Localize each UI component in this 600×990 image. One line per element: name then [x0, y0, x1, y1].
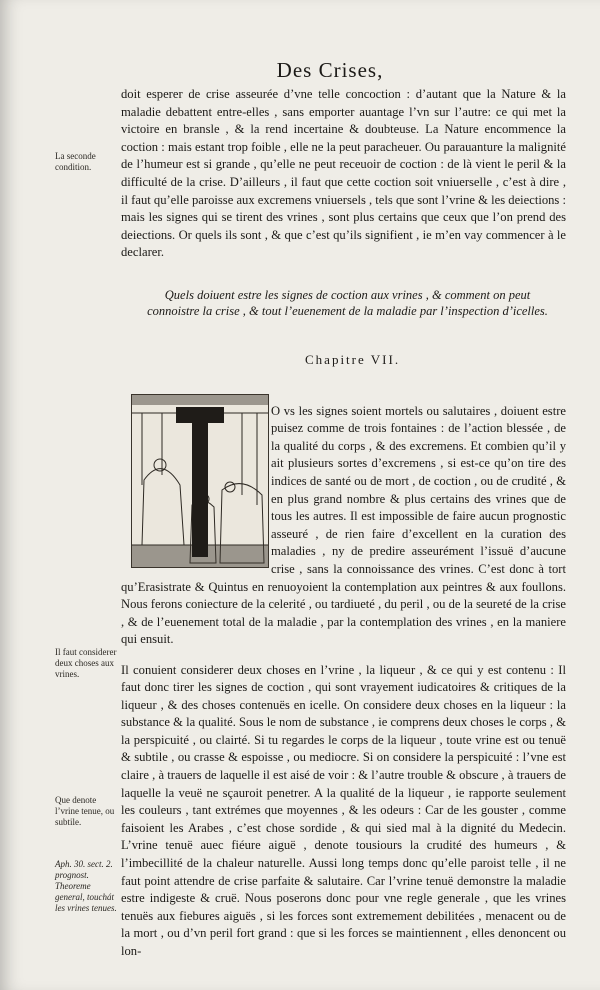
chapter-heading: Chapitre VII. — [305, 352, 401, 367]
margin-note-deux-choses: Il faut considerer deux choses aux vrines. — [55, 647, 117, 679]
chapter-paragraph-2: Il conuient considerer deux choses en l’vrine , la liqueur , & ce qui y est contenu : Il faut donc tirer les signes de coction , qui sont vrayement iudicatoires & critiques de la liqueur , & des choses contenuës en icelle. On considere deux choses en la liqueur : la substance & la qualité. Sous le nom de substance , ie comprens deux choses le corps , & la perspicuité , ou clairté. Si tu regardes le corps de la liqueur , toute vrine est ou tenuë & subtile , ou crasse & espoisse , ou mediocre. Si on considere la perspicuité : l’vne est claire , à trauers de laquelle il est aisé de voir : & l’autre trouble & obscure , à trauers de laquelle la veuë ne sçauroit penetrer. A la qualité de la liqueur , ie rapporte seulement les couleurs , tant extrémes que moyennes , & les odeurs : Car de les gouster , comme faisoient les Arabes , c’est chose sordide , & qui sied mal à la dignité du Medecin. L’vrine tenuë auec fiéure aiguë , denote tousiours la crudité des humeurs , & l’imbecillité de la chaleur naturelle. Aussi long temps donc qu’elle paroist telle , il ne faut point attendre de crise parfaite & salutaire. Car l’vrine tenuë demonstre la maladie estre indigeste & cruë. Nous poserons donc pour vne regle generale , que les vrines tenuës aux fiebures aiguës , si les forces sont extremement debilitées , menacent ou de la mort , ou d’vn peril fort grand : que si les forces se maintiennent , elles denoncent ou lon- — [121, 662, 566, 958]
running-head: Des Crises, — [276, 58, 384, 82]
margin-note-vrine-tenue: Que denote l’vrine tenue, ou subtile. — [55, 795, 115, 827]
margin-note-aphorism-reference: Aph. 30. sect. 2. prognost. Theoreme general, touchát les vrines tenues. — [55, 859, 117, 913]
chapter-paragraph-1: O vs les signes soient mortels ou salutaires , doiuent estre puisez comme de trois fontaines : de l’action blessée , de la qualité du corps , & des excremens. Et combien qu’il y ait plusieurs sortes d’excremens , si est-ce qu’on tire des indices de santé ou de mort , de coction , ou de crudité , & en plus grand nombre & plus certains des vrines que de tous les autres. Il est impossible de faire aucun prognostic asseuré , de rien faire d’excellent en la curation des maladies , ny de predire asseurément l’issuë d’aucune crise , sans la connoissance des vrines. C’est donc à tort qu’Erasistrate & Quintus en renuoyoient la contemplation aux peintres & aux foullons. Nous ferons coniecture de la celerité , ou tardiueté , du peril , ou de la seureté de la crise , & de l’euenement total de la maladie , par la contemplation des vrines , en la maniere qui ensuit. — [121, 403, 566, 647]
dropcap-illustration — [131, 394, 269, 568]
top-paragraph-block — [121, 86, 566, 262]
engraving-scene-image — [132, 395, 268, 567]
chapter-subtitle: Quels doiuent estre les signes de coction aux vrines , & comment on peut connoistre la crise , & tout l’euenement de la maladie par l’inspection d’icelles. — [147, 288, 548, 318]
top-paragraph: doit esperer de crise asseurée d’vne telle concoction : d’autant que la Nature & la maladie debattent entre-elles , sans emporter auantage l’vn sur l’autre: ce qui met la victoire en bransle , & la rend incertaine & doubteuse. La Nature encommence la coction : mais estant trop foible , elle ne la peut paracheuer. Ou parauanture la malignité de l’humeur est si grande , qu’elle ne peut receuoir de coction : de là vient le peril & la difficulté de la crise. D’ailleurs , il faut que cette coction soit vniuerselle , c’est à dire , il faut qu’elle paroisse aux excremens vniuersels , tels que sont l’vrine & les deiections : mais les signes qui se tirent des vrines , sont plus certains que ceux que l’on prend des deiections. Or quels ils sont , & que c’est qu’ils signifient , ie m’en vay commencer à le declarer. — [121, 87, 566, 260]
margin-note-seconde-condition: La seconde condition. — [55, 151, 96, 172]
